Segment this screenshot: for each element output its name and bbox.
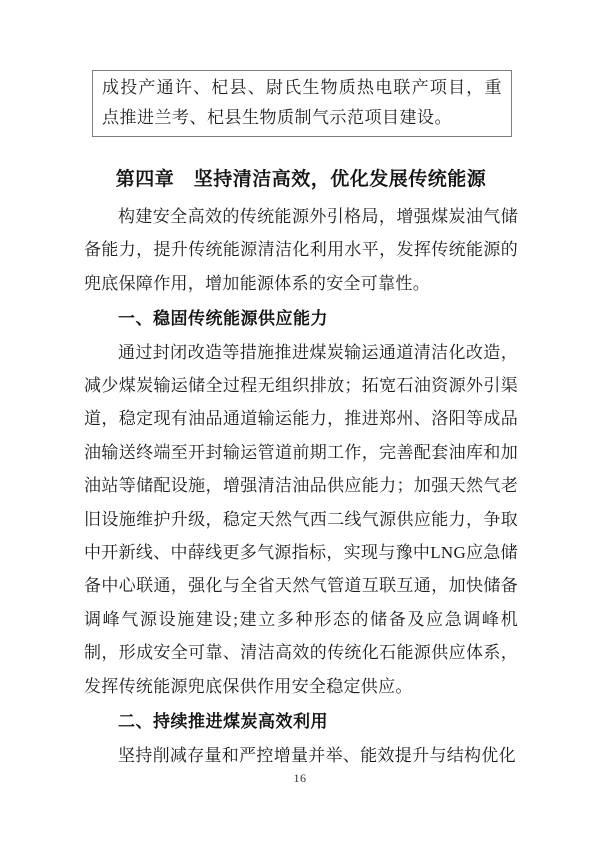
- chapter-title: 第四章 坚持清洁高效，优化发展传统能源: [115, 169, 487, 190]
- section-2-paragraph: 坚持削减存量和严控增量并举、能效提升与结构优化: [118, 745, 516, 765]
- page-number: 16: [293, 771, 307, 785]
- section-1-heading: 一、稳固传统能源供应能力: [118, 309, 328, 329]
- page-content: [84, 70, 518, 772]
- boxed-paragraph: [92, 70, 512, 137]
- section-2-heading: 二、持续推进煤炭高效利用: [118, 712, 328, 732]
- section-1-paragraph: 通过封闭改造等措施推进煤炭输运通道清洁化改造，减少煤炭输运储全过程无组织排放；拓宽石油资源外引渠道，稳定现有油品通道输运能力，推进郑州、洛阳等成品油输送终端至开封输运管道前期工作，完善配套油库和加油站等储配设施，增强清洁油品供应能力；加强天然气老旧设施维护升级，稳定天然气西二线气源供应能力，争取中开新线、中薛线更多气源指标，实现与豫中LNG应急储备中心联通，强化与全省天然气管道互联互通，加快储备调峰气源设施建设;建立多种形态的储备及应急调峰机制，形成安全可靠、清洁高效的传统化石能源供应体系，发挥传统能源兜底保供作用安全稳定供应。: [84, 342, 518, 696]
- boxed-paragraph-text: 成投产通许、杞县、尉氏生物质热电联产项目，重点推进兰考、杞县生物质制气示范项目建设。: [102, 78, 502, 127]
- intro-paragraph: 构建安全高效的传统能源外引格局，增强煤炭油气储备能力，提升传统能源清洁化利用水平，发挥传统能源的兜底保障作用，增加能源体系的安全可靠性。: [84, 207, 518, 293]
